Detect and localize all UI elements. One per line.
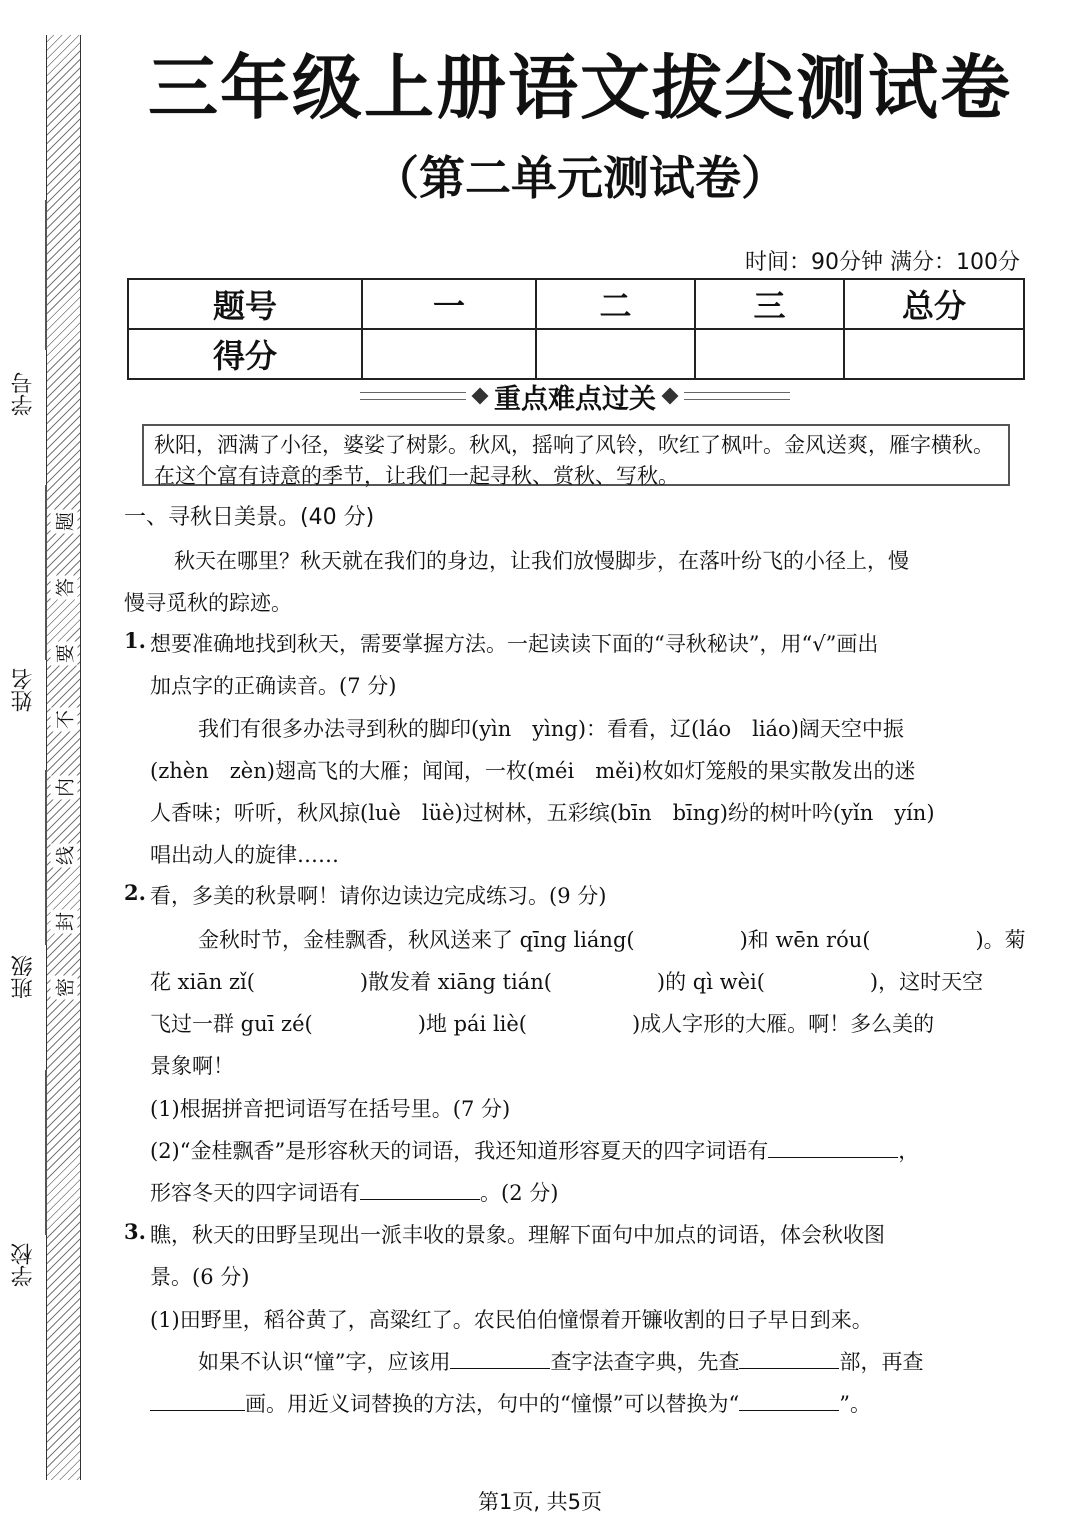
seal-char: 封 <box>51 910 78 934</box>
passage-line: 飞过一群 guī zé( )地 pái liè( )成人字形的大雁。啊！多么美的 <box>150 1012 935 1036</box>
seal-char: 题 <box>51 510 78 534</box>
seal-char: 内 <box>51 776 78 800</box>
lead-text: 秋天在哪里？秋天就在我们的身边，让我们放慢脚步，在落叶纷飞的小径上，慢 <box>174 549 909 573</box>
answer-blank[interactable] <box>739 1348 839 1369</box>
question-text: 想要准确地找到秋天，需要掌握方法。一起读读下面的“寻秋秘诀”，用“√”画出 <box>150 632 879 656</box>
passage-line: (zhèn zèn)翅高飞的大雁；闻闻，一枚(méi měi)枚如灯笼般的果实散发出的迷 <box>150 759 916 783</box>
diamond-icon <box>662 388 679 405</box>
page-title: 三年级上册语文拔尖测试卷 <box>148 47 1012 129</box>
sub-question: (1)根据拼音把词语写在括号里。(7 分) <box>150 1097 511 1121</box>
score-input-cell[interactable] <box>362 329 536 379</box>
seal-char: 要 <box>51 642 78 666</box>
school-blank[interactable] <box>45 1070 47 1235</box>
score-table <box>127 278 1025 380</box>
score-input-cell[interactable] <box>844 329 1024 379</box>
fill-line <box>150 1388 871 1418</box>
banner-text: 重点难点过关 <box>494 383 656 415</box>
question-text: 加点字的正确读音。(7 分) <box>150 674 397 698</box>
question-text: 看，多美的秋景啊！请你边读边完成练习。(9 分) <box>150 884 607 908</box>
class-label: 班级 <box>11 955 36 999</box>
seal-char: 答 <box>51 576 78 600</box>
sub-question-text: (2)“金桂飘香”是形容秋天的词语，我还知道形容夏天的四字词语有 <box>150 1139 769 1163</box>
question-number: 1. <box>124 628 146 653</box>
score-table-header-row <box>128 279 1024 329</box>
sub-question: (2)“金桂飘香”是形容秋天的词语，我还知道形容夏天的四字词语有 ， <box>150 1139 920 1163</box>
seal-char: 密 <box>51 976 78 1000</box>
section-heading: 一、寻秋日美景。(40 分) <box>124 505 375 530</box>
sub-question-text: 形容冬天的四字词语有 <box>150 1181 360 1205</box>
seal-char: 线 <box>51 844 78 868</box>
answer-blank[interactable] <box>739 1390 839 1411</box>
fill-text: ”。 <box>839 1392 871 1416</box>
sub-question-text: 。(2 分) <box>480 1181 559 1205</box>
banner-rule <box>684 392 790 400</box>
score-input-cell[interactable] <box>536 329 695 379</box>
passage-line: 唱出动人的旋律…… <box>150 843 339 867</box>
banner-rule <box>360 392 466 400</box>
sub-question <box>150 1177 558 1207</box>
sub-question: (1)田野里，稻谷黄了，高粱红了。农民伯伯憧憬着开镰收割的日子早日到来。 <box>150 1308 873 1332</box>
student-id-label: 学号 <box>11 372 36 416</box>
intro-box: 秋阳，洒满了小径，婆娑了树影。秋风，摇响了风铃，吹红了枫叶。金风送爽，雁字横秋。在这个富有诗意的季节，让我们一起寻秋、赏秋、写秋。 <box>142 424 1010 486</box>
section-banner <box>360 376 790 416</box>
fill-text: 画。用近义词替换的方法，句中的“憧憬”可以替换为“ <box>245 1392 740 1416</box>
answer-blank[interactable] <box>150 1390 245 1411</box>
margin-line-right <box>80 35 81 1480</box>
page-footer: 第1页, 共5页 <box>477 1490 603 1514</box>
question-number: 3. <box>124 1219 146 1244</box>
fill-text: 查字法查字典，先查 <box>550 1350 740 1374</box>
answer-blank[interactable] <box>450 1348 550 1369</box>
score-cell: 题号 <box>128 279 362 329</box>
question-text: 景。(6 分) <box>150 1265 250 1289</box>
passage-line: 金秋时节，金桂飘香，秋风送来了 qīng liáng( )和 wēn róu( )。菊 <box>198 928 1026 952</box>
score-cell: 一 <box>362 279 536 329</box>
score-cell: 得分 <box>128 329 362 379</box>
score-input-cell[interactable] <box>695 329 844 379</box>
lead-text: 慢寻觅秋的踪迹。 <box>124 591 292 615</box>
score-table-score-row <box>128 329 1024 379</box>
passage-line: 我们有很多办法寻到秋的脚印(yìn yìng)：看看，辽(láo liáo)阔天空中振 <box>198 717 904 741</box>
name-label: 姓名 <box>11 668 36 712</box>
class-blank[interactable] <box>45 770 47 945</box>
score-cell: 总分 <box>844 279 1024 329</box>
passage-line: 景象啊！ <box>150 1054 234 1078</box>
question-number: 2. <box>124 880 146 905</box>
student-id-blank[interactable] <box>45 200 47 350</box>
page-subtitle: （第二单元测试卷） <box>373 151 787 205</box>
binding-margin <box>0 0 100 1527</box>
passage-line: 人香味；听听，秋风掠(luè lüè)过树林，五彩缤(bīn bīng)纷的树叶吟(yǐn yín) <box>150 801 935 825</box>
seal-char: 不 <box>51 708 78 732</box>
name-blank[interactable] <box>45 485 47 660</box>
answer-blank[interactable] <box>360 1179 480 1200</box>
fill-text: 如果不认识“憧”字，应该用 <box>198 1350 451 1374</box>
answer-blank[interactable] <box>768 1137 898 1158</box>
hatch-strip <box>46 35 80 1480</box>
score-cell: 三 <box>695 279 844 329</box>
fill-line <box>198 1346 923 1376</box>
score-cell: 二 <box>536 279 695 329</box>
time-info: 时间：90分钟 满分：100分 <box>745 250 1020 275</box>
fill-text: 部，再查 <box>839 1350 924 1374</box>
question-text: 瞧，秋天的田野呈现出一派丰收的景象。理解下面句中加点的词语，体会秋收图 <box>150 1223 885 1247</box>
school-label: 学校 <box>11 1243 36 1287</box>
passage-line: 花 xiān zǐ( )散发着 xiāng tián( )的 qì wèi( )，这时天空 <box>150 970 984 994</box>
diamond-icon <box>472 388 489 405</box>
